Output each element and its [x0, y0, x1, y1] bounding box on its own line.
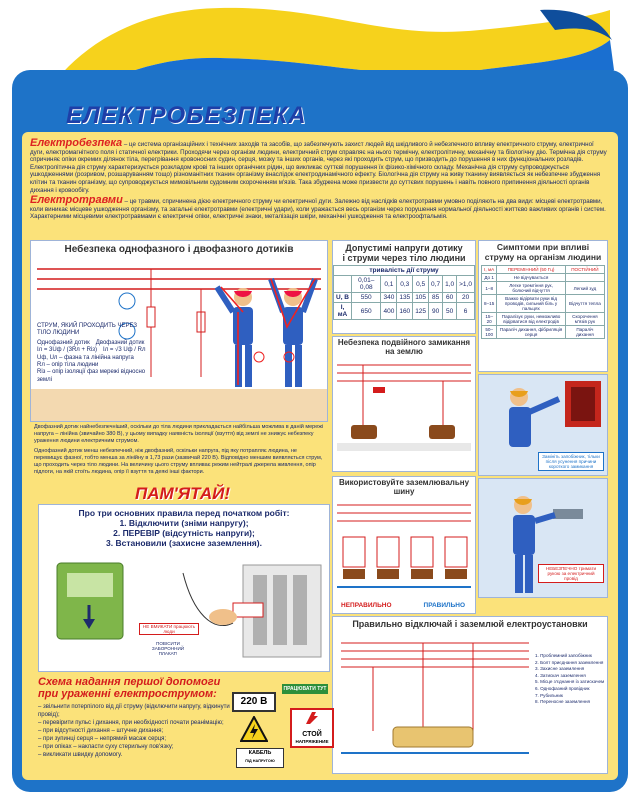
cable-sign — [236, 748, 284, 768]
first-aid-item-4: – при опіках – накласти суху стерильну пов'язку; — [38, 744, 174, 750]
disconnect-item-2: 3. Захисне заземлення — [535, 666, 585, 672]
symptoms-panel — [478, 240, 608, 372]
drill-caption: НЕБЕЗПЕЧНО тримати рукою за електричний провід — [538, 564, 604, 583]
disconnect-item-3: 4. Затискач заземлення — [535, 672, 586, 678]
touch-text-1: Двофазний дотик найнебезпечніший, оскільки до тіла людини прикладається найбільша можлива в даній мережі напруга – лінійна (звичайно 380 В), у цьому випадку наявність ізоляції (взуття) від землі не знижує небезпеку ураження людини електричним струмом. — [34, 424, 324, 444]
wrong-label: НЕПРАВИЛЬНО — [341, 602, 392, 609]
remember-lead: Про три основних правила перед початком робіт: — [78, 508, 290, 518]
voltage-i-cell-6: 6 — [457, 303, 475, 320]
first-aid-item-0: – звільнити потерпілого від дії струму (відключити напругу, відкинути провід); — [38, 704, 230, 718]
voltage-i-label: I, мА — [334, 303, 352, 320]
first-aid-item-2: – при відсутності дихання – штучне дихання; — [38, 728, 164, 734]
cable-sign-line-2: ПІД НАПРУГОЮ — [245, 759, 275, 763]
voltage-i-cell-1: 400 — [381, 303, 397, 320]
voltage-i-cell-4: 90 — [429, 303, 443, 320]
voltage-col-3: 0,5 — [413, 276, 429, 293]
right-label: ПРАВИЛЬНО — [423, 602, 465, 609]
formula-2: Iл = √3 Uф / Rл — [103, 347, 146, 354]
remember-heading: ПАМ'ЯТАЙ! — [135, 484, 231, 503]
single-phase-heading: Небезпека однофазного і двофазного дотиків — [64, 244, 294, 255]
voltage-i-cell-2: 160 — [397, 303, 413, 320]
intro-paragraph-1 — [30, 137, 608, 194]
single-phase-panel — [30, 240, 328, 422]
symptoms-cell-1-2: Легкий зуд — [565, 282, 604, 295]
voltage-col-4: 0,7 — [429, 276, 443, 293]
symptoms-cell-2-0: 8–15 — [482, 295, 497, 313]
intro-body-1: – це система організаційних і технічних заходів та засобів, що забезпечують захист людей від шкідливого й небезпечного впливу електричного струму, електричної дуги, електромагнітного поля і статичної електрики. Проходячи через організм людини, електричний струм справляє на нього термічну, електролітичну, механічну та біологічну дію. Термічна дія струму спричиняє опіки окремих ділянок тіла, перегрівання кровоносних судин, серця, мозку та інших органів, через які проходить струм, що призводить до порушення в них функціональних розладів. Електролітична дія струму характеризується розкладом крові та інших органічних рідин, що викликає суттєві порушення їх фізико-хімічного складу. Механічна дія струму супроводжується ушкодженнями (розривом, розшаруванням тощо) різноманітних тканин організму внаслідок електродинамічного ефекту. Біологічна дія струму на живу тканину виявляється як небезпечне збудження клітин та тканин організму, що супроводжується мимовільним судомним скороченням м'язів. Така збуджена може призвести до суттєвих порушень і навіть повного припинення діяльності органів дихання і кровообігу. — [30, 141, 607, 194]
double-touch-label: Двофазний дотик — [95, 339, 145, 346]
ground-bus-heading: Використовуйте заземлювальну шину — [338, 478, 470, 496]
first-aid-item-3: – при зупинці серця – непрямий масаж серця; — [38, 736, 167, 742]
symptoms-cell-2-2: Відчуття тепла — [565, 295, 604, 313]
symptoms-col-1: I, мА — [482, 266, 497, 274]
disconnect-heading: Правильно відключай і заземлюй електроустановки — [352, 619, 588, 629]
formula-legend-2: Rл – опір тіла людини — [37, 362, 99, 369]
first-aid-item-5: – викликати швидку допомогу. — [38, 752, 123, 758]
intro-term-2: Електротравми — [30, 194, 123, 207]
stop-arrow-icon — [292, 710, 332, 726]
disconnect-list — [535, 653, 605, 706]
intro-term-1: Електробезпека — [30, 137, 123, 149]
symptoms-cell-4-0: 50–100 — [482, 326, 497, 339]
symptoms-cell-1-0: 1–8 — [482, 282, 497, 295]
single-touch-label: Однофазний дотик — [37, 339, 90, 346]
symptoms-cell-3-1: Паралізує руки, неможливо відірватися від електродів — [497, 313, 565, 326]
symptoms-cell-0-2 — [565, 274, 604, 282]
voltage-u-cell-1: 340 — [381, 293, 397, 303]
voltage-u-cell-6: 20 — [457, 293, 475, 303]
ground-bus-panel — [332, 476, 476, 614]
hang-sign-caption: ПОВІСИТИ ЗАБОРОННИЙ ПЛАКАТ! — [151, 641, 185, 656]
disconnect-diagram — [333, 631, 533, 771]
intro-paragraph-2 — [30, 194, 608, 221]
remember-rules — [39, 508, 329, 548]
remember-rule-2: 2. ПЕРЕВІР (відсутність напруги); — [113, 528, 255, 538]
voltage-u-label: U, B — [334, 293, 352, 303]
voltage-u-cell-0: 550 — [352, 293, 381, 303]
voltage-heading-1: Допустимі напруги дотику — [345, 243, 463, 253]
voltage-sub: тривалість дії струму — [334, 266, 475, 276]
intro-text — [30, 137, 608, 221]
voltage-i-cell-5: 50 — [443, 303, 457, 320]
disconnect-item-6: 7. Рубильник — [535, 692, 563, 698]
symptoms-cell-1-1: Легке тремтіння рук, болючий відчуття — [497, 282, 565, 295]
remember-rule-3: 3. Встановили (захисне заземлення). — [106, 538, 262, 548]
voltage-col-1: 0,1 — [381, 276, 397, 293]
disconnect-item-5: 6. Однофазний провідник — [535, 685, 590, 691]
remember-panel — [38, 504, 330, 672]
first-aid-item-1: – перевірити пульс і дихання, при необхідності почати реанімацію; — [38, 720, 224, 726]
voltage-cols-row — [334, 276, 475, 293]
lightning-warning-icon — [240, 716, 268, 742]
symptoms-cell-2-1: Важко відірвати руки від проводів, сильний біль у пальцях — [497, 295, 565, 313]
voltage-i-cell-0: 650 — [352, 303, 381, 320]
symptoms-col-3: ПОСТІЙНИЙ — [565, 266, 604, 274]
ground-bus-diagram — [333, 497, 475, 597]
page-title: ЕЛЕКТРОБЕЗПЕКА — [66, 102, 307, 129]
symptoms-body — [482, 274, 605, 339]
voltage-i-row — [334, 303, 475, 320]
symptoms-row — [482, 282, 605, 295]
voltage-u-cell-4: 85 — [429, 293, 443, 303]
symptoms-cell-3-0: 15–20 — [482, 313, 497, 326]
voltage-col-5: 1,0 — [443, 276, 457, 293]
voltage-corner — [334, 276, 352, 293]
symptoms-row — [482, 295, 605, 313]
stop-sign-line-1: СТОЙ — [302, 731, 322, 738]
symptoms-cell-4-2: Параліч дихання — [565, 326, 604, 339]
remember-rule-1: 1. Відключити (зніми напругу); — [119, 518, 249, 528]
formula-1: Iл = 3Uф / (3Rл + Rіз) — [37, 347, 98, 354]
drill-scene — [478, 478, 608, 598]
symptoms-col-2: ПЕРЕМІННИЙ (50 Гц) — [497, 266, 565, 274]
voltage-u-cell-2: 135 — [397, 293, 413, 303]
formula-row — [37, 347, 149, 354]
voltage-u-cell-3: 105 — [413, 293, 429, 303]
voltage-heading-2: і струми через тіло людини — [342, 253, 466, 263]
voltage-col-2: 0,3 — [397, 276, 413, 293]
symptoms-row — [482, 313, 605, 326]
formula-block — [37, 323, 149, 384]
double-ground-panel — [332, 336, 476, 472]
first-aid-heading: Схема надання першої допомоги при ураженні електрострумом: — [38, 676, 221, 700]
symptoms-row — [482, 274, 605, 282]
formula-legend-3: Rіз – опір ізоляції фаз мережі відносно землі — [37, 369, 146, 383]
voltage-table — [333, 265, 475, 320]
double-ground-heading: Небезпека подвійного замикання на землю — [337, 338, 471, 356]
disconnect-item-1: 2. Болт приєднання заземлення — [535, 659, 604, 665]
disconnect-panel — [332, 616, 608, 774]
first-aid-list — [38, 703, 238, 759]
voltage-sign: 220 В — [232, 692, 276, 712]
fuse-caption: Замініть запобіжник, тільки після усунення причини короткого замикання — [538, 452, 604, 471]
voltage-col-6: >1,0 — [457, 276, 475, 293]
stop-sign-line-2: НАПРЯЖЕНИЕ — [295, 739, 329, 744]
symptoms-cell-0-1: Не відчувається — [497, 274, 565, 282]
disconnect-item-4: 5. Місце з'єднання із затискачем — [535, 679, 605, 685]
symptoms-row — [482, 326, 605, 339]
intro-body-2: – це травми, спричинена дією електричного струму чи електричної дуги. Залежно від наслідків електротравми умовно поділяють на два види: місцеві електротравми, коли виникає місцеве ушкодження організму, та загальні електротравми (електричні удари), коли уражається весь організм через порушення нормальної діяльності життєво важливих органів і систем. Характерними місцевими електротравмами є електричні опіки, електричні знаки, металізація шкіри, механічні ушкодження та електроофтальмія. — [30, 198, 606, 221]
double-ground-diagram — [333, 357, 475, 467]
voltage-col-0: 0,01–0,08 — [352, 276, 381, 293]
stop-sign — [290, 708, 334, 748]
voltage-u-cell-5: 60 — [443, 293, 457, 303]
formula-legend-1: Uф, Uл – фазна та лінійна напруга — [37, 354, 134, 361]
disconnect-item-7: 8. Переносне заземлення — [535, 699, 591, 705]
symptoms-table — [481, 265, 605, 339]
no-switch-caption: НЕ ВМИКАТИ працюють люди — [139, 623, 199, 635]
work-here-sign: ПРАЦЮВАТИ ТУТ — [283, 686, 327, 692]
formula-title: СТРУМ, ЯКИЙ ПРОХОДИТЬ ЧЕРЕЗ ТІЛО ЛЮДИНИ — [37, 323, 137, 337]
symptoms-cell-4-1: Параліч дихання, фібриляція серця — [497, 326, 565, 339]
disconnect-item-0: 1. Проблемний запобіжник — [535, 653, 592, 658]
voltage-u-row — [334, 293, 475, 303]
touch-text-2: Однофазний дотик менш небезпечний, ніж двофазний, оскільки напруга, під яку потрапляє людина, не перевищує фазної, тобто менша за лінійну в 1,73 рази (зазвичай 220 В). Відповідно меншим виявляється струм, що проходить через тіло людини. На величину цього струму впливає режим нейтралі джерела живлення, опір підлоги, на якій стоїть людина, опір її взуття та деякі інші фактори. — [34, 448, 323, 475]
voltage-i-cell-3: 125 — [413, 303, 429, 320]
symptoms-heading: Симптоми при впливі струму на організм людини — [484, 242, 602, 262]
cable-sign-line-1: КАБЕЛЬ — [248, 750, 272, 756]
symptoms-cell-0-0: До 1 — [482, 274, 497, 282]
symptoms-cell-3-2: Скорочення м'язів рук — [565, 313, 604, 326]
fuse-scene — [478, 374, 608, 476]
symptoms-header-row — [482, 266, 605, 274]
touch-explanation — [34, 424, 324, 476]
voltage-panel — [332, 240, 476, 334]
